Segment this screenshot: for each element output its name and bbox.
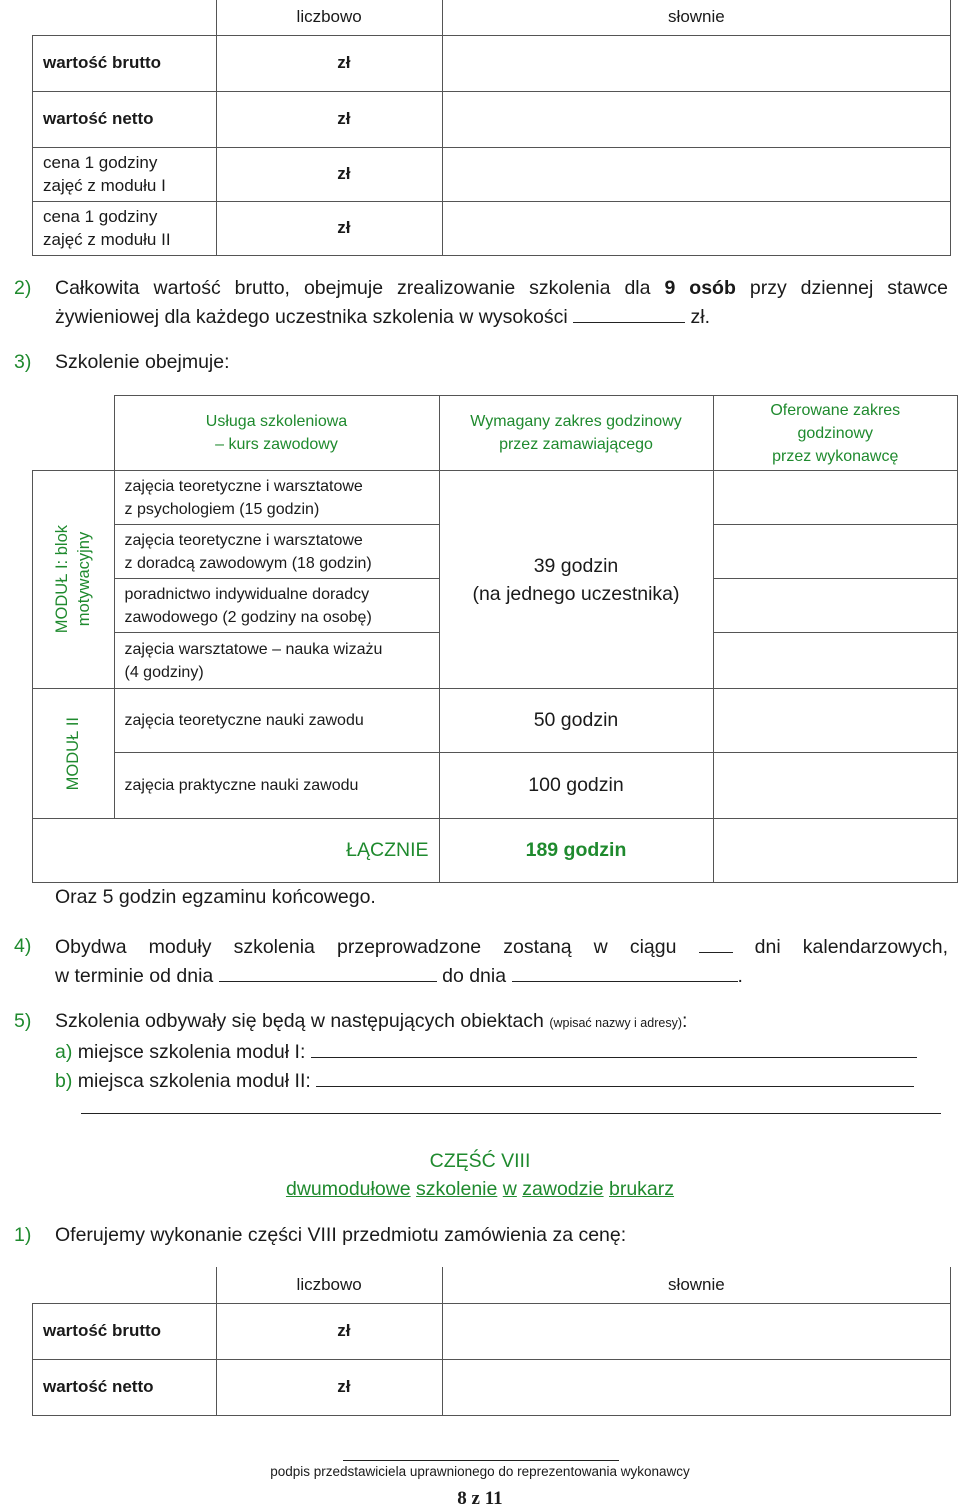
table-row [33, 35, 951, 91]
module2-label-cell [33, 689, 115, 819]
total-value: 189 godzin [439, 819, 713, 883]
words-field[interactable] [442, 91, 950, 147]
module2-item: zajęcia teoretyczne nauki zawodu [114, 689, 439, 753]
row-label: cena 1 godziny zajęć z modułu II [33, 201, 217, 255]
offered-hours-field[interactable] [713, 471, 958, 525]
table-row [33, 1303, 951, 1359]
numeric-field[interactable] [216, 201, 246, 255]
row-label: cena 1 godziny zajęć z modułu I [33, 147, 217, 201]
module1-label-cell [33, 471, 115, 689]
module1-label: MODUŁ I: blok motywacyjny [53, 525, 94, 634]
col-header-words: słownie [442, 1267, 950, 1303]
offered-total-field[interactable] [713, 819, 958, 883]
currency-label: zł [246, 201, 442, 255]
module1-required: 39 godzin (na jednego uczestnika) [439, 471, 713, 689]
page-number: 8 z 11 [457, 1488, 503, 1509]
numeric-field[interactable] [216, 1359, 246, 1415]
module1-item: zajęcia teoretyczne i warsztatowe z psychologiem (15 godzin) [114, 471, 439, 525]
days-blank[interactable] [699, 932, 733, 953]
total-label: ŁĄCZNIE [33, 819, 440, 883]
module1-item: zajęcia warsztatowe – nauka wizażu (4 godziny) [114, 633, 439, 689]
header-offered: Oferowane zakres godzinowy przez wykonawcę [713, 396, 958, 471]
currency-label: zł [246, 91, 442, 147]
header-required: Wymagany zakres godzinowy przez zamawiającego [439, 396, 713, 471]
currency-label: zł [246, 1359, 442, 1415]
currency-label: zł [246, 147, 442, 201]
module1-item: poradnictwo indywidualne doradcy zawodowego (2 godziny na osobę) [114, 579, 439, 633]
part-subtitle: dwumodułowe szkolenie w zawodzie brukarz [285, 1178, 675, 1200]
venue-module2-field[interactable] [316, 1066, 914, 1087]
numeric-field[interactable] [216, 91, 246, 147]
row-label: wartość brutto [33, 35, 217, 91]
table-row [33, 147, 951, 201]
part-title: CZĘŚĆ VIII [429, 1150, 531, 1172]
date-from-blank[interactable] [219, 961, 437, 982]
currency-label: zł [246, 1303, 442, 1359]
total-row [33, 819, 958, 883]
col-header-numeric: liczbowo [216, 0, 442, 35]
signature-line[interactable] [343, 1460, 619, 1461]
currency-label: zł [246, 35, 442, 91]
words-field[interactable] [442, 1303, 950, 1359]
offered-hours-field[interactable] [713, 579, 958, 633]
amount-blank[interactable] [573, 302, 685, 323]
list-number: 2) [14, 277, 32, 299]
words-field[interactable] [442, 1359, 950, 1415]
header-service: Usługa szkoleniowa – kurs zawodowy [114, 396, 439, 471]
price-table-part8 [32, 1267, 951, 1416]
part-viii-heading [0, 1147, 960, 1203]
price-table-part7 [32, 0, 951, 256]
words-field[interactable] [442, 201, 950, 255]
venue-module1-field[interactable] [311, 1037, 917, 1058]
row-label: wartość netto [33, 1359, 217, 1415]
col-header-words: słownie [442, 0, 950, 35]
words-field[interactable] [442, 147, 950, 201]
modules-table [32, 395, 958, 883]
numeric-field[interactable] [216, 35, 246, 91]
numeric-field[interactable] [216, 1303, 246, 1359]
signature-caption: podpis przedstawiciela uprawnionego do reprezentowania wykonawcy [270, 1464, 690, 1479]
module2-required: 50 godzin [439, 689, 713, 753]
offered-hours-field[interactable] [713, 525, 958, 579]
venue-extra-line[interactable] [81, 1113, 941, 1114]
row-label: wartość netto [33, 91, 217, 147]
modules-header-row [33, 396, 958, 471]
exam-note: Oraz 5 godzin egzaminu końcowego. [55, 886, 376, 908]
offered-hours-field[interactable] [713, 633, 958, 689]
module2-required: 100 godzin [439, 753, 713, 819]
table-row [33, 201, 951, 255]
paragraph-2-line1: Całkowita wartość brutto, obejmuje zrealizowanie szkolenia dla 9 osób przy dziennej stawce [55, 277, 948, 299]
date-to-blank[interactable] [512, 961, 738, 982]
module2-item: zajęcia praktyczne nauki zawodu [114, 753, 439, 819]
row-label: wartość brutto [33, 1303, 217, 1359]
numeric-field[interactable] [216, 147, 246, 201]
paragraph-2-line2: żywieniowej dla każdego uczestnika szkolenia w wysokości zł. [55, 302, 948, 331]
table-row [33, 1359, 951, 1415]
module1-item: zajęcia teoretyczne i warsztatowe z doradcą zawodowym (18 godzin) [114, 525, 439, 579]
words-field[interactable] [442, 35, 950, 91]
module2-label: MODUŁ II [64, 716, 83, 791]
offered-hours-field[interactable] [713, 689, 958, 753]
offered-hours-field[interactable] [713, 753, 958, 819]
table-row [33, 91, 951, 147]
col-header-numeric: liczbowo [216, 1267, 442, 1303]
